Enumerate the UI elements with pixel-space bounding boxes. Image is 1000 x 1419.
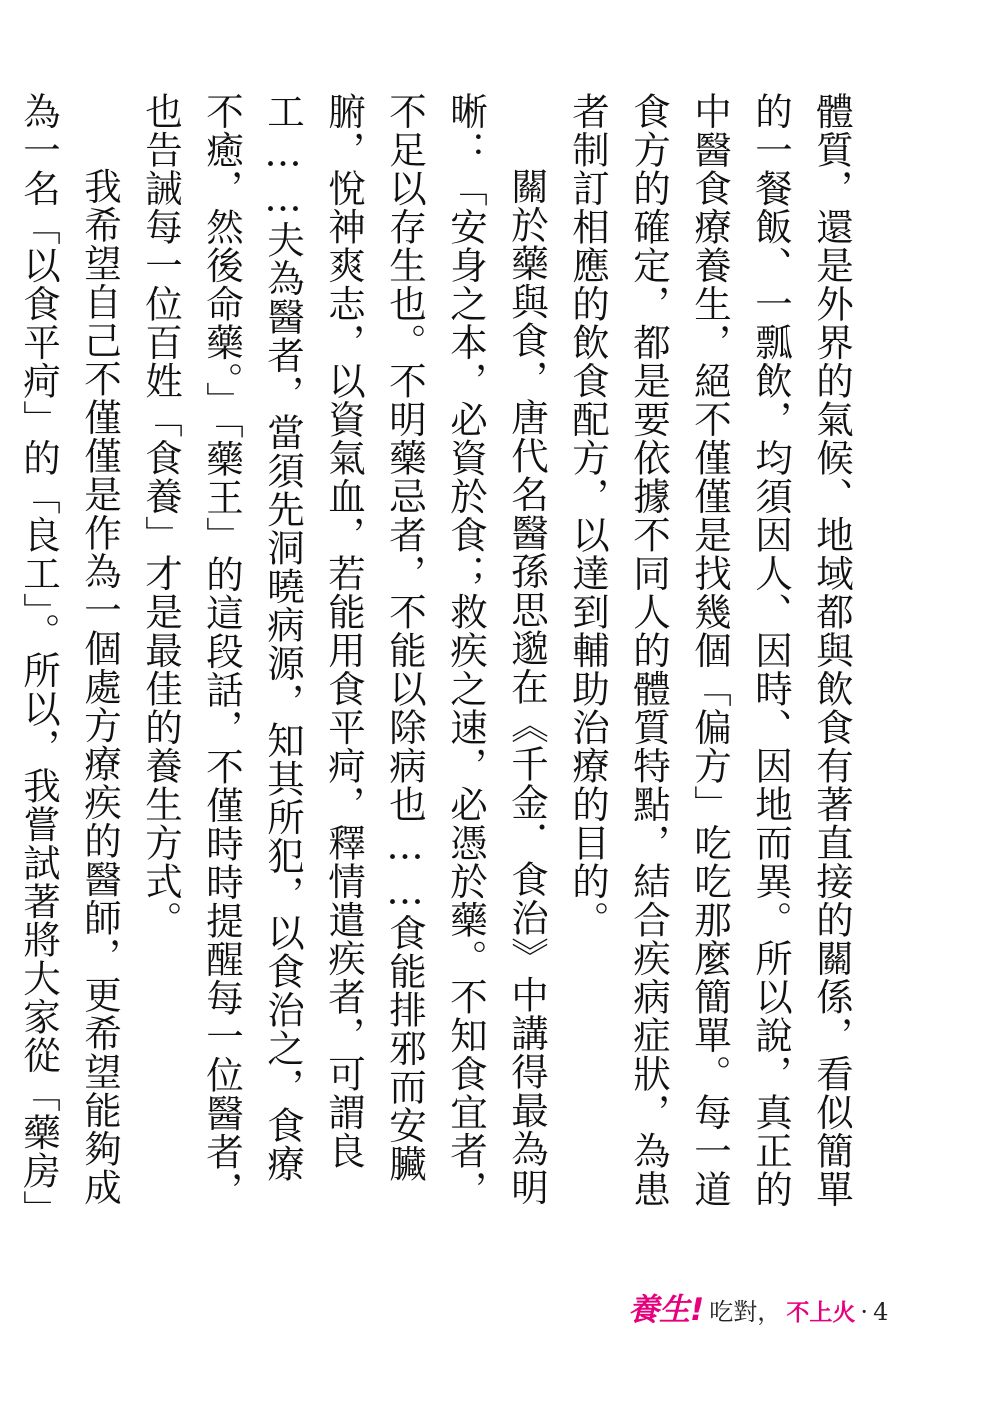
book-subtitle-part: 吃對， (709, 1298, 782, 1326)
paragraph-1: 體質，還是外界的氣候、地域都與飲食有著直接的關係，看似簡單的一餐飯、一瓢飲，均須因人、因時、因地而異。所以說，真正的中醫食療養生，絕不僅僅是找幾個「偏方」吃吃那麼簡單。每一道食方的確定，都是要依據不同人的體質特點，結合疾病症狀，為患者制訂相應的飲食配方，以達到輔助治療的目的。 (566, 92, 854, 1209)
book-brand-title: 養生! (628, 1292, 705, 1328)
book-subtitle-accent: 不上火 (786, 1300, 856, 1326)
footer-separator: · (860, 1298, 869, 1326)
paragraph-2: 關於藥與食，唐代名醫孫思邈在《千金．食治》中講得最為明晰：「安身之本，必資於食；救疾之速，必憑於藥。不知食宜者，不足以存生也。不明藥忌者，不能以除病也……食能排邪而安臟腑，悅神爽志，以資氣血，若能用食平疴，釋情遣疾者，可謂良工……夫為醫者，當須先洞曉病源，知其所犯，以食治之，食療不癒，然後命藥。」「藥王」的這段話，不僅時時提醒每一位醫者，也告誡每一位百姓「食養」才是最佳的養生方式。 (139, 92, 549, 1210)
body-text-column (17, 92, 862, 1212)
paragraph-3: 我希望自己不僅僅是作為一個處方療疾的醫師，更希望能夠成為一名「以食平疴」的「良工」。所以，我嘗試著將大家從「藥房」 (17, 92, 122, 1210)
page-number: 4 (873, 1298, 889, 1326)
page-footer (628, 1290, 888, 1330)
